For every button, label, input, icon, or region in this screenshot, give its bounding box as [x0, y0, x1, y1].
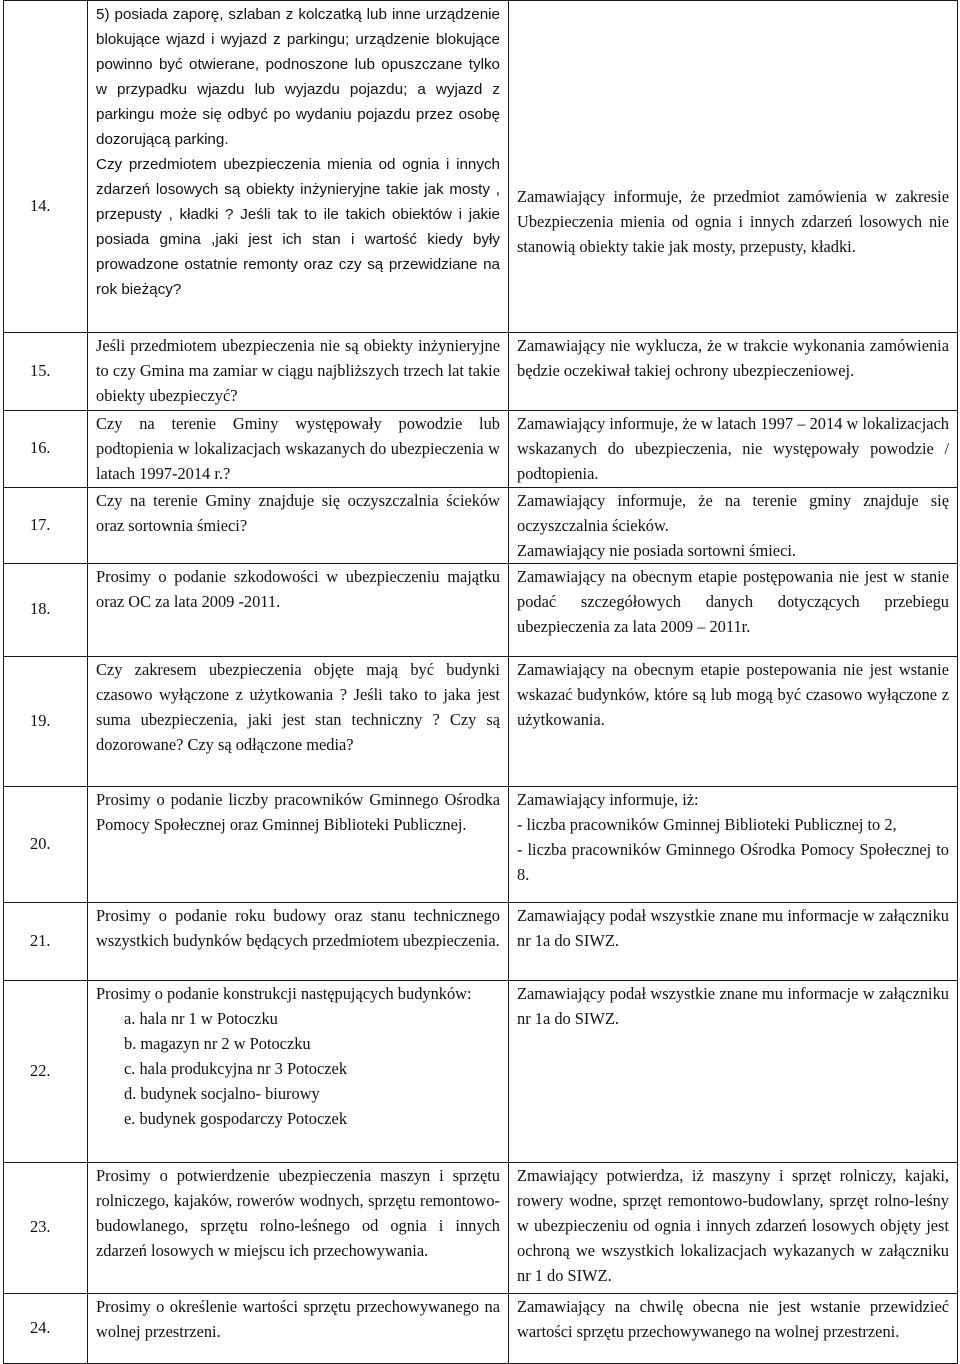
answer-cell [509, 981, 958, 1163]
question-cell [88, 1, 509, 333]
answer-text: Zamawiający informuje, iż: [517, 790, 699, 809]
question-cell [88, 1294, 509, 1364]
question-text: 5) posiada zaporę, szlaban z kolczatką lub inne urządzenie blokujące wjazd i wyjazd z parkingu; urządzenie blokujące powinno być otwierane, podnoszone lub opuszczane tylko w przypadku wjazdu lub wyjazdu pojazdu; a wyjazd z parkingu może się odbyć po wydaniu pojazdu przez osobę dozorującą parking. [96, 6, 500, 148]
row-number: 19. [4, 657, 88, 787]
question-text: Prosimy o określenie wartości sprzętu przechowywanego na wolnej przestrzeni. [96, 1297, 500, 1341]
question-cell [88, 333, 509, 411]
row-number: 17. [4, 488, 88, 564]
row-number: 16. [4, 411, 88, 488]
answer-cell [509, 657, 958, 787]
answer-cell [509, 1294, 958, 1364]
questions-answers-table [3, 0, 958, 1364]
list-item: e. budynek gospodarczy Potoczek [124, 1109, 348, 1128]
question-cell [88, 657, 509, 787]
table-row [4, 981, 958, 1163]
answer-text: Zamawiający na obecnym etapie postępowania nie jest w stanie podać szczegółowych danych dotyczących przebiegu ubezpieczenia za lata 2009 – 2011r. [517, 567, 949, 636]
question-text: Czy na terenie Gminy znajduje się oczyszczalnia ścieków oraz sortownia śmieci? [96, 491, 500, 535]
answer-text: Zamawiający informuje, że na terenie gminy znajduje się oczyszczalnia ścieków. [517, 491, 949, 535]
answer-cell [509, 787, 958, 903]
answer-cell [509, 333, 958, 411]
question-text: Czy przedmiotem ubezpieczenia mienia od ognia i innych zdarzeń losowych są obiekty inżynieryjne takie jak mosty , przepusty , kładki ? [96, 156, 500, 223]
question-cell [88, 787, 509, 903]
table-row [4, 903, 958, 981]
building-list [96, 1006, 500, 1131]
question-text: Jeśli przedmiotem ubezpieczenia nie są obiekty inżynieryjne to czy Gmina ma zamiar w ciągu najbliższych trzech lat takie obiekty ubezpieczyć? [96, 336, 500, 405]
table-row [4, 411, 958, 488]
list-item: b. magazyn nr 2 w Potoczku [124, 1034, 311, 1053]
table-row [4, 488, 958, 564]
answer-text: Zamawiający na obecnym etapie postepowania nie jest wstanie wskazać budynków, które są lub mogą być czasowo wyłączone z użytkowania. [517, 660, 949, 729]
question-text: Prosimy o podanie liczby pracowników Gminnego Ośrodka Pomocy Społecznej oraz Gminnej Biblioteki Publicznej. [96, 790, 500, 834]
table-row [4, 657, 958, 787]
question-cell [88, 1163, 509, 1294]
row-number: 15. [4, 333, 88, 411]
answer-cell [509, 564, 958, 657]
answer-text: Zamawiający podał wszystkie znane mu informacje w załączniku nr 1a do SIWZ. [517, 984, 949, 1028]
answer-cell [509, 1, 958, 333]
question-cell [88, 903, 509, 981]
answer-text: - liczba pracowników Gminnej Biblioteki Publicznej to 2, [517, 815, 897, 834]
answer-text: Zamawiający informuje, że przedmiot zamówienia w zakresie Ubezpieczenia mienia od ognia i innych zdarzeń losowych nie stanowią obiekty takie jak mosty, przepusty, kładki. [517, 187, 949, 256]
answer-text: Zamawiający podał wszystkie znane mu informacje w załączniku nr 1a do SIWZ. [517, 906, 949, 950]
answer-cell [509, 1163, 958, 1294]
answer-text: Zmawiający potwierdza, iż maszyny i sprzęt rolniczy, kajaki, rowery wodne, sprzęt remontowo-budowlany, sprzęt rolno-leśny w ubezpieczeniu od ognia i innych zdarzeń losowych objęty jest ochroną we wszystkich lokalizacjach wykazanych w załączniku nr 1 do SIWZ. [517, 1166, 949, 1285]
list-item: c. hala produkcyjna nr 3 Potoczek [124, 1059, 348, 1078]
row-number: 14. [4, 1, 88, 333]
table-row [4, 564, 958, 657]
question-cell [88, 488, 509, 564]
question-cell [88, 564, 509, 657]
question-text: Prosimy o potwierdzenie ubezpieczenia maszyn i sprzętu rolniczego, kajaków, rowerów wodnych, sprzętu remontowo-budowlanego, sprzętu rolno-leśnego od ognia i innych zdarzeń losowych w miejscu ich przechowywania. [96, 1166, 500, 1260]
row-number: 21. [4, 903, 88, 981]
table-row [4, 1, 958, 333]
table-row [4, 333, 958, 411]
question-text: Jeśli tak to ile takich obiektów i jakie posiada gmina ,jaki jest ich stan i wartość kiedy były prowadzone ostatnie remonty oraz czy są przewidziane na rok bieżący? [96, 206, 500, 298]
row-number: 18. [4, 564, 88, 657]
answer-cell [509, 411, 958, 488]
answer-cell [509, 488, 958, 564]
question-text: Prosimy o podanie szkodowości w ubezpieczeniu majątku oraz OC za lata 2009 -2011. [96, 567, 500, 611]
answer-text: - liczba pracowników Gminnego Ośrodka Pomocy Społecznej to 8. [517, 840, 949, 884]
answer-text: Zamawiający informuje, że w latach 1997 – 2014 w lokalizacjach wskazanych do ubezpieczenia, nie występowały powodzie / podtopienia. [517, 414, 949, 483]
question-text: Czy na terenie Gminy występowały powodzie lub podtopienia w lokalizacjach wskazanych do ubezpieczenia w latach 1997-2014 r.? [96, 414, 500, 483]
row-number: 20. [4, 787, 88, 903]
row-number: 22. [4, 981, 88, 1163]
list-item: d. budynek socjalno- biurowy [124, 1084, 320, 1103]
question-cell [88, 981, 509, 1163]
row-number: 23. [4, 1163, 88, 1294]
question-text: Prosimy o podanie roku budowy oraz stanu technicznego wszystkich budynków będących przedmiotem ubezpieczenia. [96, 906, 500, 950]
question-text: Prosimy o podanie konstrukcji następujących budynków: [96, 984, 472, 1003]
answer-text: Zamawiający nie posiada sortowni śmieci. [517, 541, 797, 560]
table-row [4, 787, 958, 903]
table-row [4, 1294, 958, 1364]
answer-text: Zamawiający nie wyklucza, że w trakcie wykonania zamówienia będzie oczekiwał takiej ochrony ubezpieczeniowej. [517, 336, 949, 380]
question-text: Czy zakresem ubezpieczenia objęte mają być budynki czasowo wyłączone z użytkowania ? Jeśli tako to jaka jest suma ubezpieczenia, jaki jest stan techniczny ? Czy są dozorowane? Czy są odłączone media? [96, 660, 500, 754]
answer-text: Zamawiający na chwilę obecna nie jest wstanie przewidzieć wartości sprzętu przechowywanego na wolnej przestrzeni. [517, 1297, 949, 1341]
question-cell [88, 411, 509, 488]
list-item: a. hala nr 1 w Potoczku [124, 1009, 278, 1028]
table-row [4, 1163, 958, 1294]
answer-cell [509, 903, 958, 981]
row-number: 24. [4, 1294, 88, 1364]
